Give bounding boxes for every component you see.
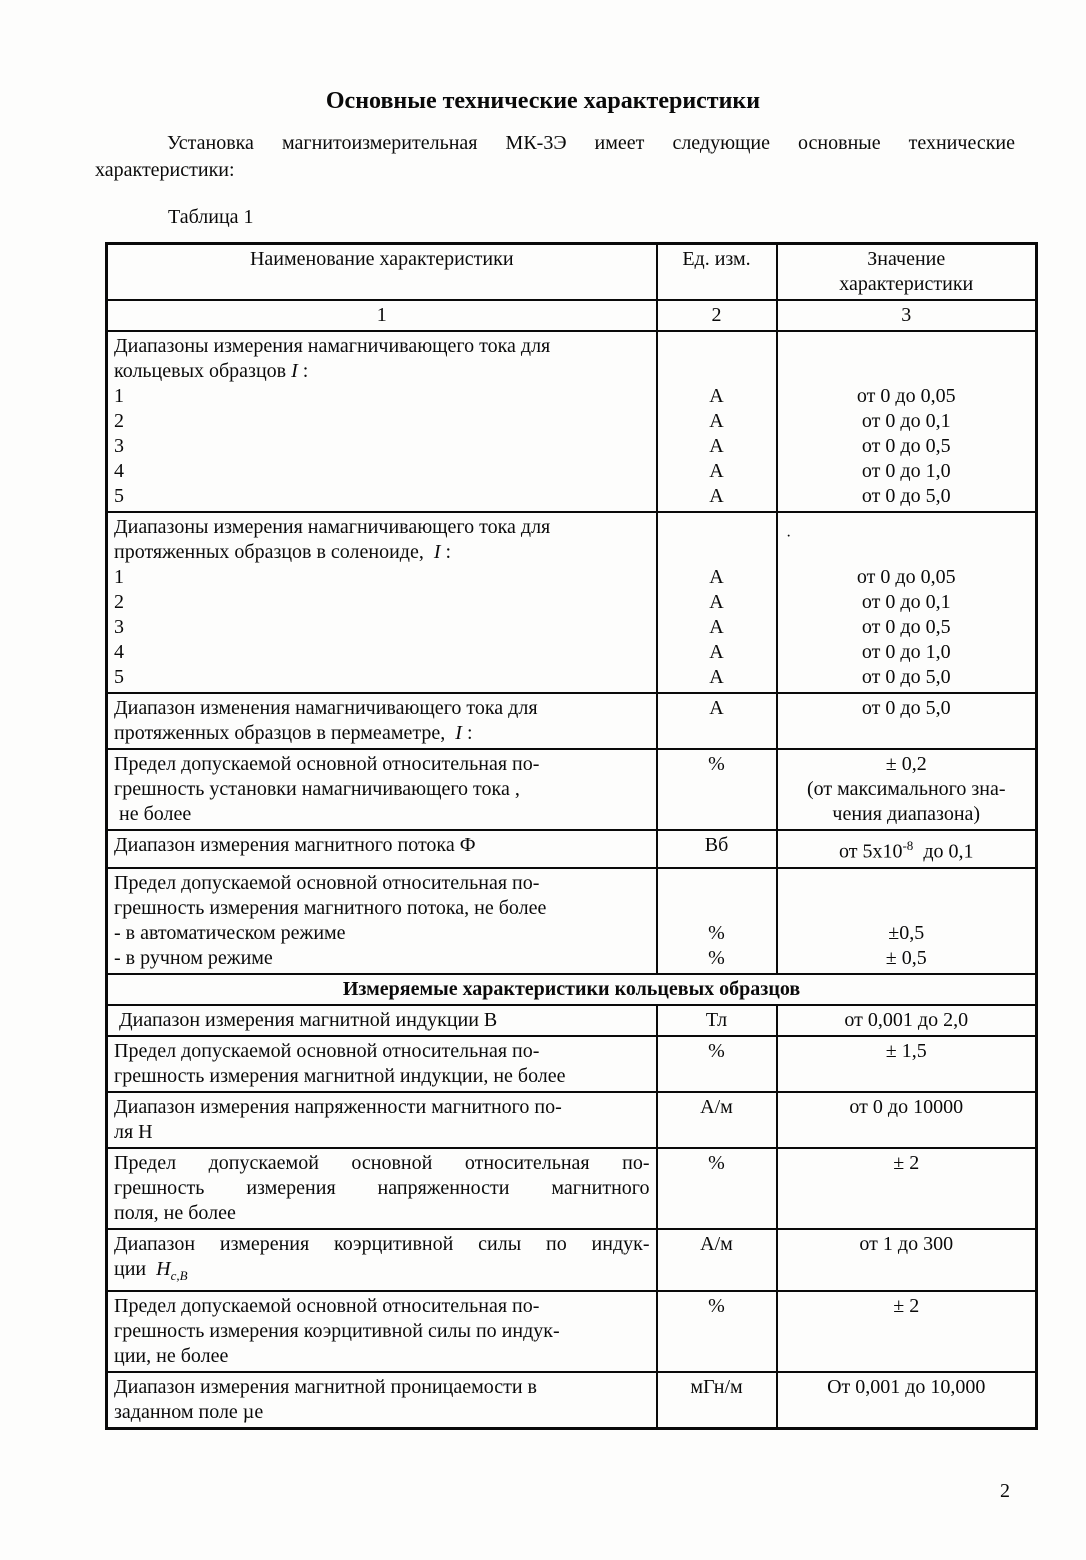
unit-cell (657, 331, 777, 512)
cell-line (784, 871, 1030, 896)
spec-table (105, 242, 1038, 1430)
cell-line: А (709, 385, 724, 407)
value-cell (777, 1229, 1037, 1291)
cell-line (784, 540, 1030, 565)
name-cell (107, 1036, 657, 1092)
cell-line: чения диапазона) (832, 803, 981, 825)
cell-line: 5 (114, 485, 124, 507)
cell-line: Диапазон измерения магнитного потока Ф (114, 834, 476, 856)
cell-line: от 0 до 0,5 (861, 435, 951, 457)
table-row (107, 830, 1037, 868)
name-cell (107, 1148, 657, 1229)
cell-line: А/м (700, 1095, 733, 1118)
unit-cell (657, 1005, 777, 1036)
name-cell (107, 693, 657, 749)
unit-cell (657, 749, 777, 830)
cell-line (664, 515, 770, 540)
section-header-row (107, 974, 1037, 1005)
cell-line: мГн/м (690, 1375, 743, 1398)
cell-line: А (709, 435, 724, 457)
value-cell (777, 1291, 1037, 1372)
name-cell (107, 1372, 657, 1429)
cell-line: А (709, 566, 724, 588)
cell-line: от 0 до 1,0 (861, 460, 951, 482)
cell-line: 1 (114, 385, 124, 407)
table-row (107, 1005, 1037, 1036)
name-cell (107, 1005, 657, 1036)
cell-line: грешность измерения коэрцитивной силы по индук- (114, 1319, 560, 1342)
cell-line (784, 359, 1030, 384)
cell-line: грешность измерения напряженности магнитного (114, 1176, 650, 1199)
header-row (107, 244, 1037, 301)
cell-line: Вб (704, 834, 729, 856)
cell-line: % (708, 921, 725, 944)
intro-paragraph: Установка магнитоизмерительная МК-3Э имеет следующие основные технические характеристики: (95, 132, 1015, 181)
cell-line: А (709, 666, 724, 688)
table-row (107, 749, 1037, 830)
cell-line: от 0 до 5,0 (861, 666, 951, 688)
cell-line: А (709, 616, 724, 638)
cell-line (664, 359, 770, 384)
cell-line: Диапазоны измерения намагничивающего тока для (114, 516, 551, 538)
cell-line: 2 (711, 304, 722, 326)
unit-cell (657, 693, 777, 749)
table-row (107, 1092, 1037, 1148)
cell-line: от 0 до 5,0 (861, 697, 951, 719)
unit-cell (657, 1092, 777, 1148)
table-row (107, 512, 1037, 693)
cell-line: ля Н (114, 1120, 153, 1143)
cell-line: 5 (114, 666, 124, 688)
cell-line: А (709, 697, 724, 719)
cell-line: ции, не более (114, 1344, 229, 1367)
page-title: Основные технические характеристики (325, 88, 761, 114)
cell-line (664, 540, 770, 565)
cell-line: Диапазон измерения магнитной индукции В (114, 1008, 498, 1031)
table-row (107, 331, 1037, 512)
cell-line: протяженных образцов в соленоиде, I : (114, 541, 452, 563)
value-cell (777, 1148, 1037, 1229)
unit-cell (657, 244, 777, 301)
cell-line: Диапазон изменения намагничивающего тока для (114, 697, 538, 719)
table-row (107, 868, 1037, 974)
table-row (107, 1036, 1037, 1092)
unit-cell (657, 1229, 777, 1291)
cell-line: от 0 до 0,1 (861, 410, 951, 432)
unit-cell (657, 300, 777, 331)
cell-line: от 0 до 0,5 (861, 616, 951, 638)
cell-line (784, 334, 1030, 359)
value-cell (777, 331, 1037, 512)
cell-line: % (708, 1151, 725, 1174)
table-row (107, 693, 1037, 749)
cell-line: Предел допускаемой основной относительная по- (114, 753, 540, 775)
unit-cell (657, 1291, 777, 1372)
cell-line: А/м (700, 1232, 733, 1255)
name-cell (107, 749, 657, 830)
cell-line: ±0,5 (888, 921, 925, 944)
table-row (107, 1372, 1037, 1429)
value-cell (777, 244, 1037, 301)
unit-cell (657, 1148, 777, 1229)
table-caption: Таблица 1 (168, 206, 254, 228)
cell-line: Предел допускаемой основной относительная по- (114, 871, 540, 894)
value-cell (777, 693, 1037, 749)
cell-line: % (708, 1294, 725, 1317)
value-cell (777, 1092, 1037, 1148)
cell-line: Диапазон измерения напряженности магнитного по- (114, 1095, 562, 1118)
cell-line (664, 896, 770, 921)
cell-line: - в автоматическом режиме (114, 921, 346, 944)
table-row (107, 1291, 1037, 1372)
value-cell (777, 300, 1037, 331)
section-title-cell (107, 974, 1037, 1005)
cell-line: От 0,001 до 10,000 (827, 1375, 986, 1398)
cell-line: от 0 до 0,05 (856, 385, 956, 407)
cell-line: Значение (867, 248, 946, 270)
table-row (107, 300, 1037, 331)
cell-line: поля, не более (114, 1201, 236, 1224)
cell-line: от 0,001 до 2,0 (844, 1008, 969, 1031)
cell-line: протяженных образцов в пермеаметре, I : (114, 722, 473, 744)
cell-line: ± 2 (893, 1151, 920, 1174)
value-cell (777, 830, 1037, 868)
stray-mark: · (786, 528, 792, 545)
cell-line: 3 (901, 304, 912, 326)
cell-line: грешность установки намагничивающего тока , (114, 778, 520, 800)
cell-line: 3 (114, 435, 124, 457)
spec-table-body (107, 244, 1037, 1429)
cell-line: Предел допускаемой основной относительная по- (114, 1294, 540, 1317)
cell-line (784, 515, 1030, 540)
cell-line: Наименование характеристики (249, 248, 514, 270)
cell-line: 3 (114, 616, 124, 638)
cell-line: А (709, 410, 724, 432)
name-cell (107, 1092, 657, 1148)
cell-line: от 1 до 300 (859, 1232, 954, 1255)
unit-cell (657, 830, 777, 868)
name-cell (107, 300, 657, 331)
cell-line: Предел допускаемой основной относительная по- (114, 1151, 650, 1174)
name-cell (107, 830, 657, 868)
cell-line: ции $H_{c,B}$ (114, 1257, 188, 1283)
cell-line: Диапазон измерения магнитной проницаемости в (114, 1375, 537, 1398)
cell-line: от 0 до 5,0 (861, 485, 951, 507)
cell-line: 1 (114, 566, 124, 588)
cell-line: от 0 до 10000 (849, 1095, 964, 1118)
cell-line: А (709, 485, 724, 507)
cell-line: А (709, 460, 724, 482)
cell-line: заданном поле µе (114, 1400, 264, 1423)
cell-line: от 0 до 1,0 (861, 641, 951, 663)
name-cell (107, 1291, 657, 1372)
value-cell (777, 1036, 1037, 1092)
cell-line: Диапазоны измерения намагничивающего тока для (114, 335, 551, 357)
cell-line: 4 (114, 641, 124, 663)
value-cell (777, 512, 1037, 693)
cell-line: Измеряемые характеристики кольцевых образцов (342, 977, 801, 1000)
cell-line: - в ручном режиме (114, 946, 273, 969)
cell-line: 1 (376, 304, 387, 326)
value-cell (777, 749, 1037, 830)
cell-line: 2 (114, 591, 124, 613)
cell-line: А (709, 591, 724, 613)
cell-line: грешность измерения магнитного потока, не более (114, 896, 547, 919)
cell-line: грешность измерения магнитной индукции, не более (114, 1064, 566, 1087)
cell-line: % (708, 753, 725, 775)
cell-line: от $5x10^{-8}$ до 0,1 (838, 838, 974, 863)
cell-line: кольцевых образцов I : (114, 360, 309, 382)
cell-line: % (708, 946, 725, 969)
value-cell (777, 868, 1037, 974)
cell-line: (от максимального зна- (806, 778, 1006, 800)
cell-line (664, 871, 770, 896)
page-number: 2 (1000, 1480, 1010, 1502)
name-cell (107, 868, 657, 974)
cell-line: ± 2 (893, 1294, 920, 1317)
name-cell (107, 331, 657, 512)
cell-line: ± 0,2 (885, 753, 927, 775)
cell-line (664, 334, 770, 359)
cell-line: ± 0,5 (885, 946, 927, 969)
unit-cell (657, 1372, 777, 1429)
cell-line: от 0 до 0,05 (856, 566, 956, 588)
cell-line: Диапазон измерения коэрцитивной силы по индук- (114, 1232, 650, 1255)
name-cell (107, 512, 657, 693)
name-cell (107, 244, 657, 301)
cell-line (784, 896, 1030, 921)
name-cell (107, 1229, 657, 1291)
cell-line: Предел допускаемой основной относительная по- (114, 1039, 540, 1062)
unit-cell (657, 1036, 777, 1092)
unit-cell (657, 868, 777, 974)
value-cell (777, 1005, 1037, 1036)
cell-line: 4 (114, 460, 124, 482)
cell-line: не более (114, 803, 192, 825)
unit-cell (657, 512, 777, 693)
cell-line: от 0 до 0,1 (861, 591, 951, 613)
cell-line: ± 1,5 (885, 1039, 927, 1062)
cell-line: Тл (705, 1008, 728, 1031)
cell-line: Ед. изм. (682, 248, 751, 270)
table-row (107, 1229, 1037, 1291)
value-cell (777, 1372, 1037, 1429)
cell-line: характеристики (839, 273, 974, 295)
table-row (107, 1148, 1037, 1229)
cell-line: 2 (114, 410, 124, 432)
cell-line: % (708, 1039, 725, 1062)
cell-line: А (709, 641, 724, 663)
